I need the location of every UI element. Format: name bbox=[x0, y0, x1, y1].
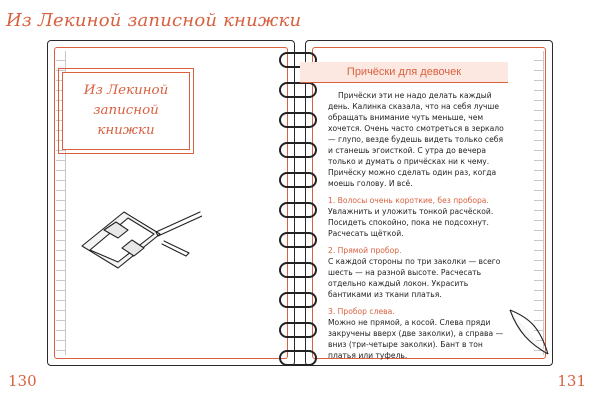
section-title-bar bbox=[300, 62, 508, 83]
section-title: Причёски для девочек bbox=[346, 66, 462, 78]
list-item-heading: Пробор слева. bbox=[337, 307, 395, 316]
page-number-right: 131 bbox=[557, 372, 586, 390]
list-item-number: 2. bbox=[328, 246, 336, 255]
spiral-ring-icon bbox=[279, 82, 317, 98]
spiral-ring-icon bbox=[279, 202, 317, 218]
notebook-label-line-2: записной книжки bbox=[93, 103, 159, 138]
intro-paragraph: Причёски эти не надо делать каждый день. Калинка сказала, что на себя лучше обращать внимание чуть меньше, чем хочется. Очень часто смотреться в зеркало — глупо, везде будешь видеть только себя и станешь эгоисткой. С утра до вечера только и думать о причёсках ни к чему. Причёску можно сделать один раз, когда моешь голову. И всё. bbox=[328, 91, 504, 188]
folded-corner-icon bbox=[500, 300, 560, 360]
list-item bbox=[328, 306, 506, 361]
list-item-text: С каждой стороны по три заколки — всего шесть — на разной высоте. Расчесать отдельно каждый локон. Украсить бантиками из ткани платья. bbox=[328, 257, 501, 299]
header-title: Из Лекиной записной книжки bbox=[6, 10, 302, 31]
notebook-label-text bbox=[63, 81, 189, 141]
list-item-title bbox=[328, 195, 506, 206]
page-number-left: 130 bbox=[8, 372, 37, 390]
list-item bbox=[328, 245, 506, 300]
notebook-label-line-1: Из Лекиной bbox=[83, 83, 169, 98]
list-item-number: 1. bbox=[328, 196, 336, 205]
article-content bbox=[328, 90, 506, 361]
spiral-ring-icon bbox=[279, 142, 317, 158]
spiral-ring-icon bbox=[279, 292, 317, 308]
list-item-title bbox=[328, 245, 506, 256]
spiral-ring-icon bbox=[279, 232, 317, 248]
notebook-label bbox=[62, 72, 190, 150]
spiral-ring-icon bbox=[279, 350, 317, 366]
list-item-title bbox=[328, 306, 506, 317]
spiral-ring-icon bbox=[279, 172, 317, 188]
list-item-text: Можно не прямой, а косой. Слева пряди закручены вверх (две заколки), а справа — вниз (три-четыре заколки). Бант в тон платья или туфель. bbox=[328, 318, 504, 360]
list-item-heading: Прямой пробор. bbox=[337, 246, 402, 255]
list-item bbox=[328, 195, 506, 239]
spiral-binding bbox=[279, 52, 315, 362]
list-item-heading: Волосы очень короткие, без пробора. bbox=[337, 196, 489, 205]
list-item-text: Увлажнить и уложить тонкой расчёской. Посидеть спокойно, пока не подсохнут. Расчесать щёткой. bbox=[328, 207, 494, 238]
list-item-number: 3. bbox=[328, 307, 336, 316]
spiral-ring-icon bbox=[279, 262, 317, 278]
pencil-sketch-icon bbox=[62, 190, 202, 270]
spiral-ring-icon bbox=[279, 112, 317, 128]
spiral-ring-icon bbox=[279, 322, 317, 338]
